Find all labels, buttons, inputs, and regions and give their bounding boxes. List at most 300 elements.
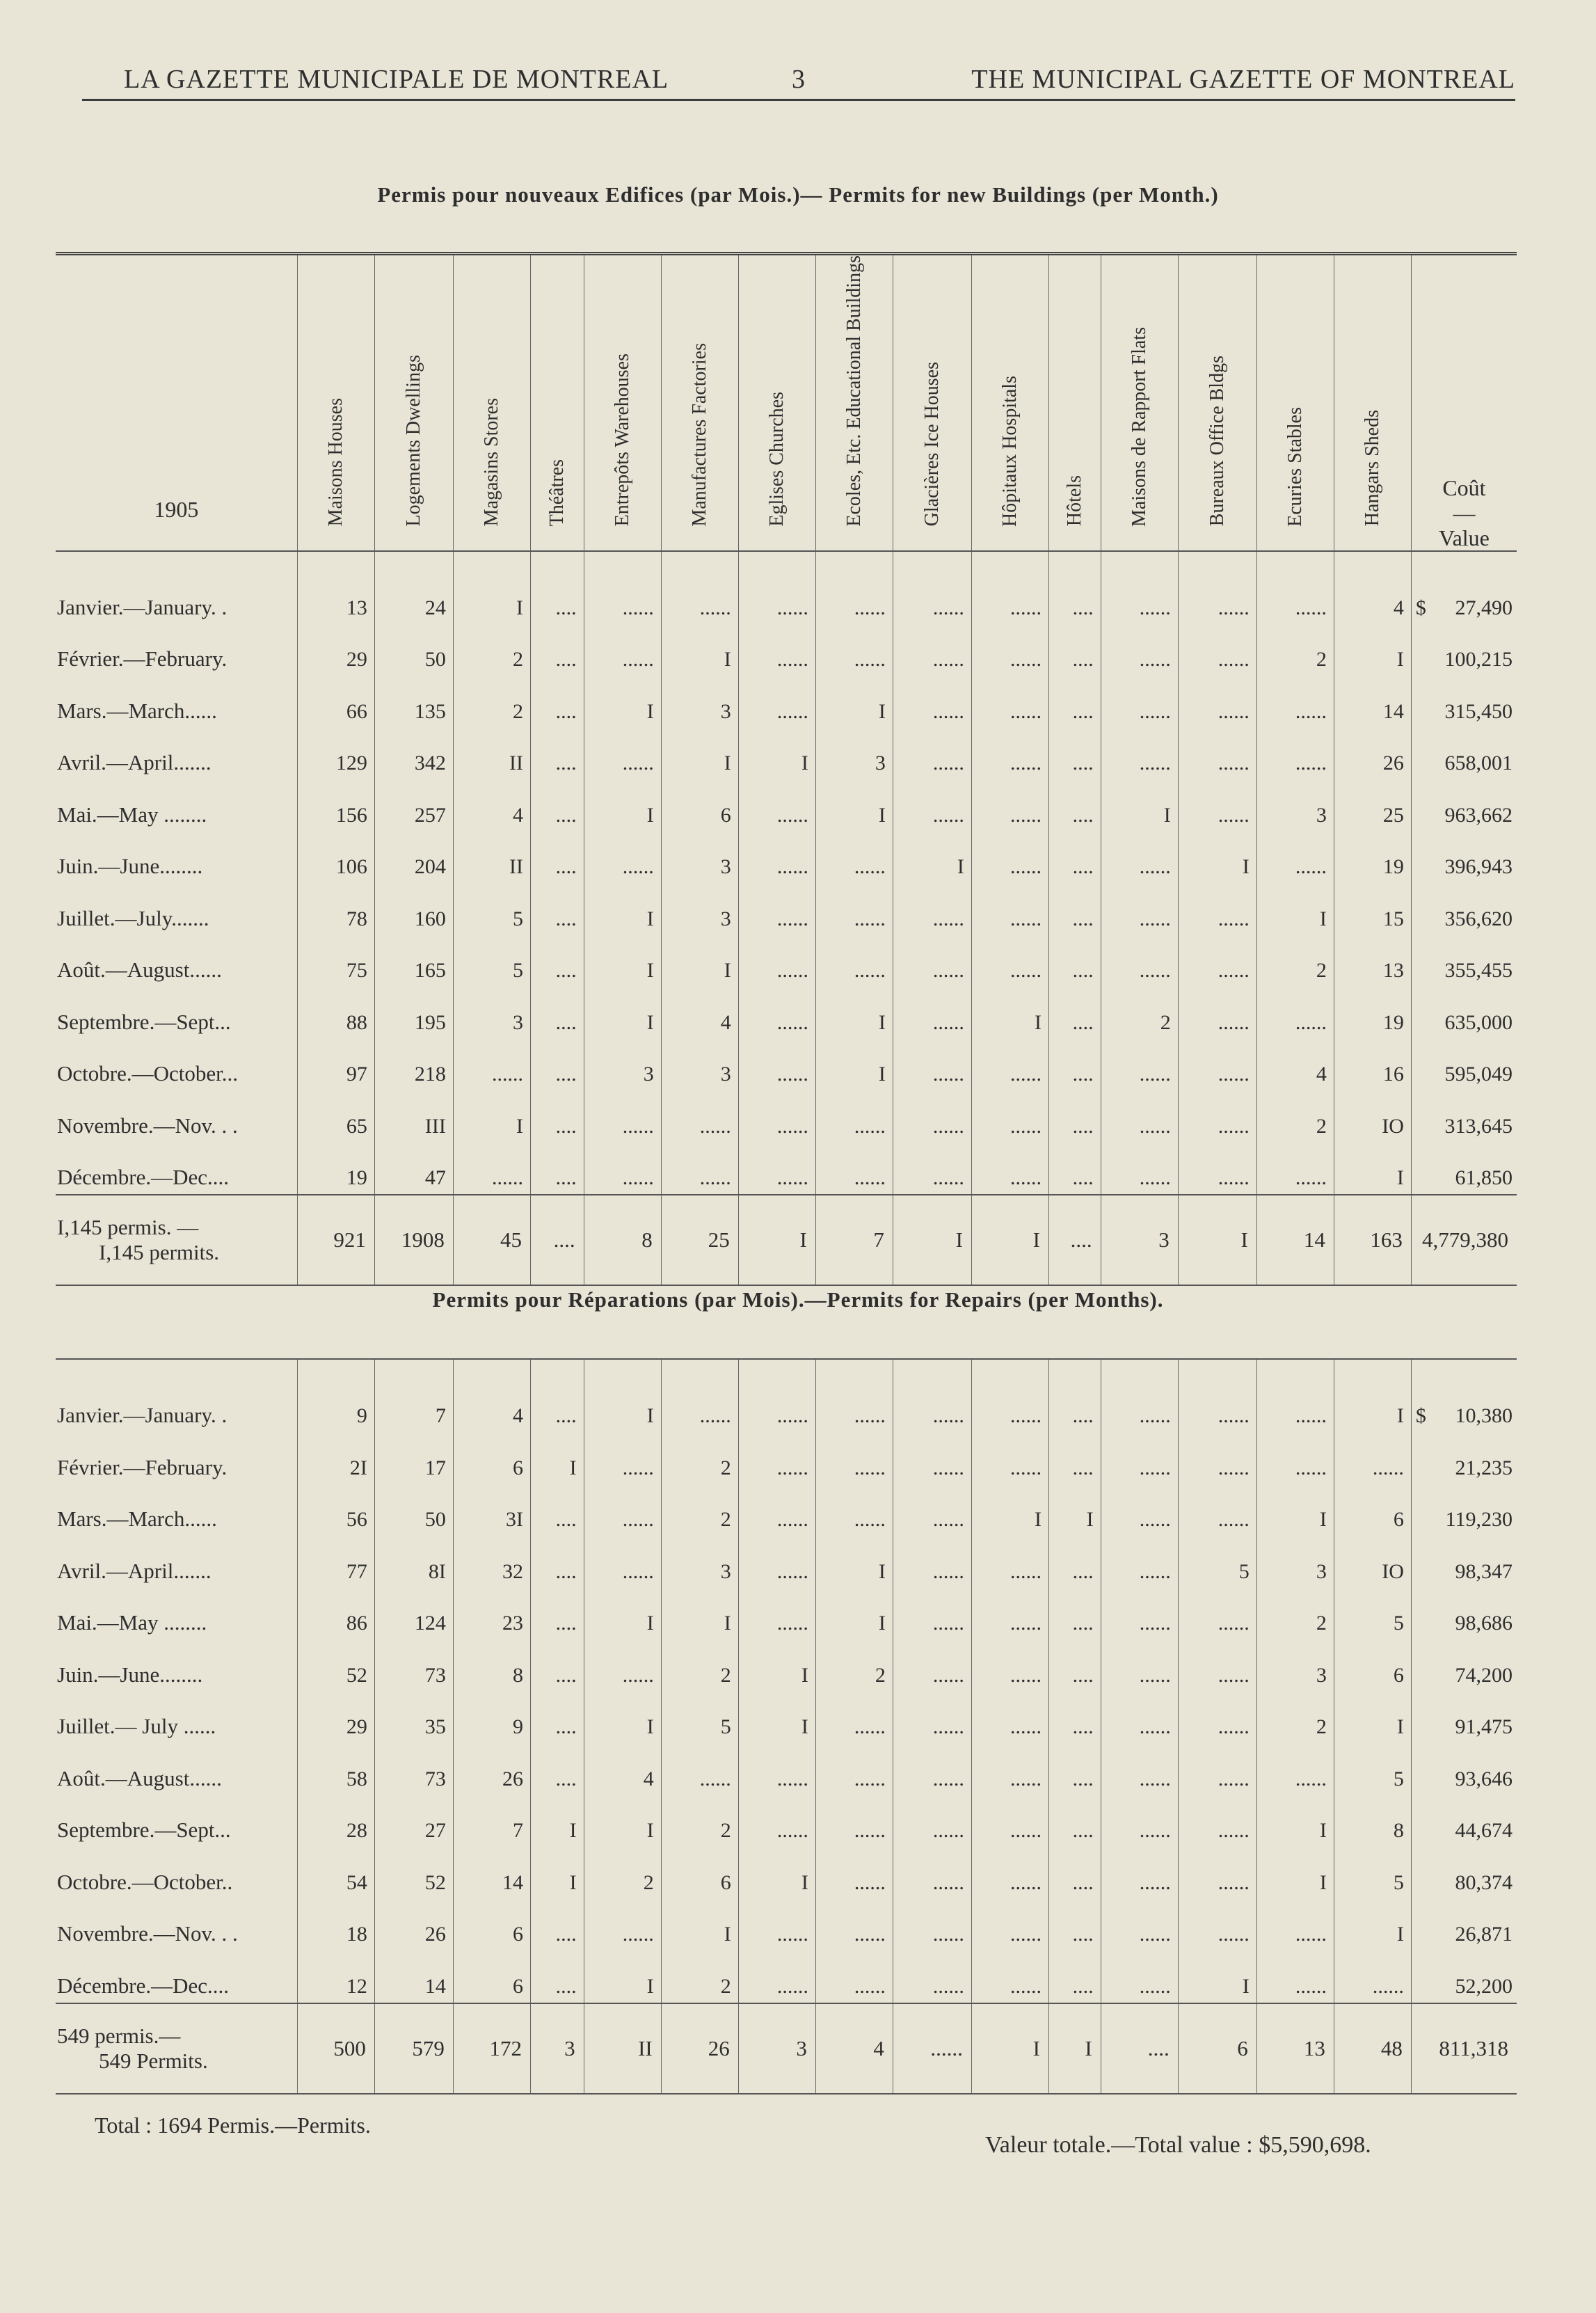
table-row bbox=[56, 1743, 1517, 1795]
table-cell: ...... bbox=[1101, 1950, 1178, 2003]
table-cell: ...... bbox=[815, 1692, 893, 1744]
table-cell: 4 bbox=[584, 1743, 661, 1795]
table-cell: I bbox=[1334, 624, 1411, 676]
month-label: Mai.—May ........ bbox=[57, 802, 207, 827]
table-cell: ...... bbox=[1178, 1484, 1256, 1536]
table-cell: ...... bbox=[893, 779, 971, 832]
table-cell: .... bbox=[530, 1899, 584, 1951]
table-cell: 2 bbox=[1256, 624, 1334, 676]
new-buildings-title: Permis pour nouveaux Edifices (par Mois.)— Permits for new Buildings (per Month.) bbox=[377, 182, 1219, 207]
table-cell: ...... bbox=[893, 728, 971, 780]
table-cell: 73 bbox=[374, 1639, 453, 1692]
table-cell: I bbox=[1178, 832, 1256, 884]
table-cell: ...... bbox=[1101, 1588, 1178, 1640]
table-cell: ...... bbox=[738, 551, 815, 624]
table-cell: ...... bbox=[893, 883, 971, 935]
table-cell: I bbox=[584, 883, 661, 935]
table-cell: 2 bbox=[661, 1639, 738, 1692]
table-cell: I bbox=[530, 1847, 584, 1899]
table-cell: ...... bbox=[738, 1795, 815, 1847]
month-label: Janvier.—January. . bbox=[57, 594, 228, 619]
table-cell: ...... bbox=[893, 1432, 971, 1484]
table-cell: ...... bbox=[815, 1950, 893, 2003]
table-cell: ...... bbox=[815, 1484, 893, 1536]
total-cell: ...... bbox=[893, 2003, 971, 2094]
table-cell: 19 bbox=[1334, 987, 1411, 1039]
total-label: 549 permis.— 549 Permits. bbox=[56, 2003, 297, 2094]
table-cell: 73 bbox=[374, 1743, 453, 1795]
table-cell: I bbox=[584, 1359, 661, 1432]
table-row bbox=[56, 1359, 1517, 1432]
value-cell: 355,455 bbox=[1411, 935, 1517, 987]
table-cell: ...... bbox=[893, 551, 971, 624]
column-header: Glacières Ice Houses bbox=[893, 254, 971, 551]
month-label: Août.—August...... bbox=[57, 1765, 222, 1790]
value-cell: 635,000 bbox=[1411, 987, 1517, 1039]
table-cell: 124 bbox=[374, 1588, 453, 1640]
table-cell: ...... bbox=[1178, 624, 1256, 676]
column-header: Entrepôts Warehouses bbox=[584, 254, 661, 551]
value-cell: 44,674 bbox=[1411, 1795, 1517, 1847]
table-cell: I bbox=[1178, 1950, 1256, 2003]
table-cell: 106 bbox=[297, 832, 374, 884]
table-cell: 15 bbox=[1334, 883, 1411, 935]
column-header-row bbox=[56, 254, 1517, 551]
table-cell: ...... bbox=[738, 1950, 815, 2003]
table-cell: 342 bbox=[374, 728, 453, 780]
header-title-en: THE MUNICIPAL GAZETTE OF MONTREAL bbox=[971, 65, 1515, 94]
table-cell: I bbox=[661, 1588, 738, 1640]
month-label: Septembre.—Sept... bbox=[57, 1009, 231, 1034]
table-cell: 52 bbox=[297, 1639, 374, 1692]
table-cell: ...... bbox=[971, 1039, 1048, 1091]
table-cell: ...... bbox=[1101, 624, 1178, 676]
table-cell: ...... bbox=[661, 1143, 738, 1195]
table-cell: ...... bbox=[738, 832, 815, 884]
table-cell: ...... bbox=[893, 624, 971, 676]
table-cell: ...... bbox=[893, 1588, 971, 1640]
table-row bbox=[56, 1039, 1517, 1091]
table-cell: 2 bbox=[661, 1795, 738, 1847]
total-cell: 3 bbox=[1101, 1195, 1178, 1285]
total-cell: 6 bbox=[1178, 2003, 1256, 2094]
table-cell: ...... bbox=[584, 832, 661, 884]
column-header: Théâtres bbox=[530, 254, 584, 551]
table-cell: ...... bbox=[661, 551, 738, 624]
total-cell: 7 bbox=[815, 1195, 893, 1285]
table-cell: ...... bbox=[1178, 1639, 1256, 1692]
table-cell: I bbox=[971, 987, 1048, 1039]
total-cell: 4 bbox=[815, 2003, 893, 2094]
table-cell: I bbox=[661, 728, 738, 780]
table-cell: .... bbox=[1048, 1143, 1101, 1195]
table-cell: .... bbox=[1048, 1692, 1101, 1744]
table-cell: .... bbox=[530, 1588, 584, 1640]
table-cell: ...... bbox=[1101, 1536, 1178, 1588]
table-cell: ...... bbox=[971, 676, 1048, 728]
table-cell: 88 bbox=[297, 987, 374, 1039]
table-cell: ...... bbox=[738, 1536, 815, 1588]
table-cell: .... bbox=[1048, 1588, 1101, 1640]
table-row bbox=[56, 1847, 1517, 1899]
month-label: Avril.—April....... bbox=[57, 1558, 212, 1583]
table-cell: ...... bbox=[1256, 832, 1334, 884]
table-cell: 26 bbox=[374, 1899, 453, 1951]
table-cell: 32 bbox=[453, 1536, 530, 1588]
value-cell: 315,450 bbox=[1411, 676, 1517, 728]
table-cell: ...... bbox=[815, 832, 893, 884]
table-cell: ...... bbox=[1256, 551, 1334, 624]
column-header: Bureaux Office Bldgs bbox=[1178, 254, 1256, 551]
table-cell: ...... bbox=[1178, 1359, 1256, 1432]
table-cell: I bbox=[584, 1795, 661, 1847]
table-row bbox=[56, 728, 1517, 780]
table-cell: 23 bbox=[453, 1588, 530, 1640]
table-cell: ...... bbox=[738, 1743, 815, 1795]
table-cell: .... bbox=[530, 935, 584, 987]
total-row bbox=[56, 1195, 1517, 1285]
total-row bbox=[56, 2003, 1517, 2094]
table-cell: I bbox=[815, 1536, 893, 1588]
table-cell: ...... bbox=[738, 676, 815, 728]
table-cell: 14 bbox=[374, 1950, 453, 2003]
table-cell: 6 bbox=[453, 1950, 530, 2003]
table-cell: I bbox=[584, 1692, 661, 1744]
table-cell: .... bbox=[530, 1143, 584, 1195]
table-cell: ...... bbox=[1178, 883, 1256, 935]
table-cell: ...... bbox=[1256, 1950, 1334, 2003]
table-cell: ...... bbox=[815, 1090, 893, 1143]
table-cell: 3 bbox=[661, 832, 738, 884]
table-cell: II bbox=[453, 832, 530, 884]
total-cell: 921 bbox=[297, 1195, 374, 1285]
total-cell: 25 bbox=[661, 1195, 738, 1285]
table-cell: ...... bbox=[1256, 676, 1334, 728]
table-cell: 3 bbox=[661, 883, 738, 935]
table-cell: .... bbox=[1048, 728, 1101, 780]
table-cell: I bbox=[584, 987, 661, 1039]
table-cell: .... bbox=[1048, 1090, 1101, 1143]
table-cell: 3 bbox=[1256, 1639, 1334, 1692]
table-cell: .... bbox=[1048, 1743, 1101, 1795]
table-cell: .... bbox=[1048, 1039, 1101, 1091]
table-cell: .... bbox=[1048, 1899, 1101, 1951]
table-cell: ...... bbox=[893, 1692, 971, 1744]
table-cell: 27 bbox=[374, 1795, 453, 1847]
table-cell: 4 bbox=[661, 987, 738, 1039]
table-cell: .... bbox=[530, 676, 584, 728]
table-row bbox=[56, 551, 1517, 624]
table-cell: .... bbox=[1048, 624, 1101, 676]
column-header: Eglises Churches bbox=[738, 254, 815, 551]
table-cell: ...... bbox=[661, 1743, 738, 1795]
table-cell: 8I bbox=[374, 1536, 453, 1588]
table-row bbox=[56, 1484, 1517, 1536]
table-cell: 6 bbox=[661, 779, 738, 832]
month-label: Août.—August...... bbox=[57, 957, 222, 983]
value-cell: $ 10,380 bbox=[1411, 1359, 1517, 1432]
table-cell: 3 bbox=[1256, 779, 1334, 832]
table-cell: .... bbox=[530, 1639, 584, 1692]
table-cell: ...... bbox=[738, 1359, 815, 1432]
table-cell: ...... bbox=[1101, 728, 1178, 780]
total-cell: .... bbox=[1048, 1195, 1101, 1285]
total-cell: 26 bbox=[661, 2003, 738, 2094]
table-cell: ...... bbox=[1178, 676, 1256, 728]
table-cell: 5 bbox=[1334, 1847, 1411, 1899]
table-cell: .... bbox=[1048, 1847, 1101, 1899]
table-cell: .... bbox=[1048, 1950, 1101, 2003]
month-label: Juillet.— July ...... bbox=[57, 1714, 216, 1738]
table-cell: 3 bbox=[661, 1039, 738, 1091]
table-cell: 5 bbox=[1334, 1743, 1411, 1795]
table-cell: I bbox=[815, 779, 893, 832]
table-cell: I bbox=[738, 1847, 815, 1899]
table-cell: ...... bbox=[1178, 1795, 1256, 1847]
month-label: Novembre.—Nov. . . bbox=[57, 1921, 238, 1946]
table-cell: .... bbox=[530, 1090, 584, 1143]
table-cell: 3 bbox=[661, 676, 738, 728]
table-cell: ...... bbox=[971, 1536, 1048, 1588]
table-cell: .... bbox=[1048, 935, 1101, 987]
total-cell: II bbox=[584, 2003, 661, 2094]
value-cell: 98,686 bbox=[1411, 1588, 1517, 1640]
value-cell: 595,049 bbox=[1411, 1039, 1517, 1091]
table-cell: ...... bbox=[971, 1432, 1048, 1484]
table-cell: ...... bbox=[893, 1359, 971, 1432]
month-label: Avril.—April....... bbox=[57, 750, 212, 775]
table-cell: I bbox=[661, 1899, 738, 1951]
table-cell: ...... bbox=[1101, 1484, 1178, 1536]
total-value-note: Valeur totale.—Total value : $5,590,698. bbox=[985, 2132, 1371, 2158]
table-cell: I bbox=[584, 935, 661, 987]
table-cell: ...... bbox=[971, 728, 1048, 780]
table-cell: ...... bbox=[893, 1847, 971, 1899]
total-cell: 48 bbox=[1334, 2003, 1411, 2094]
table-cell: ...... bbox=[893, 1639, 971, 1692]
table-row bbox=[56, 1536, 1517, 1588]
table-row bbox=[56, 935, 1517, 987]
table-cell: 2 bbox=[661, 1432, 738, 1484]
table-row bbox=[56, 676, 1517, 728]
table-row bbox=[56, 624, 1517, 676]
value-cell: 963,662 bbox=[1411, 779, 1517, 832]
column-header: Hangars Sheds bbox=[1334, 254, 1411, 551]
table-cell: ...... bbox=[893, 1039, 971, 1091]
total-cell: 579 bbox=[374, 2003, 453, 2094]
table-cell: ...... bbox=[453, 1039, 530, 1091]
table-cell: ...... bbox=[815, 1795, 893, 1847]
table-cell: ...... bbox=[893, 1743, 971, 1795]
table-cell: I bbox=[1048, 1484, 1101, 1536]
table-cell: ...... bbox=[893, 1143, 971, 1195]
table-cell: ...... bbox=[1178, 551, 1256, 624]
table-cell: 4 bbox=[453, 779, 530, 832]
table-cell: ...... bbox=[971, 1143, 1048, 1195]
table-cell: ...... bbox=[1178, 1432, 1256, 1484]
table-cell: I bbox=[815, 987, 893, 1039]
table-cell: .... bbox=[530, 1692, 584, 1744]
table-cell: 77 bbox=[297, 1536, 374, 1588]
table-cell: 7 bbox=[453, 1795, 530, 1847]
table-cell: ...... bbox=[893, 987, 971, 1039]
table-cell: 2 bbox=[815, 1639, 893, 1692]
column-header: Hôpitaux Hospitals bbox=[971, 254, 1048, 551]
table-cell: 4 bbox=[1334, 551, 1411, 624]
table-cell: 66 bbox=[297, 676, 374, 728]
table-cell: 6 bbox=[453, 1899, 530, 1951]
table-cell: ...... bbox=[1178, 1743, 1256, 1795]
table-cell: 8 bbox=[1334, 1795, 1411, 1847]
table-cell: ...... bbox=[1101, 1639, 1178, 1692]
table-cell: ...... bbox=[1334, 1950, 1411, 2003]
table-cell: .... bbox=[530, 728, 584, 780]
table-cell: 165 bbox=[374, 935, 453, 987]
year-header: 1905 bbox=[56, 254, 297, 551]
table-cell: .... bbox=[530, 1950, 584, 2003]
month-label: Décembre.—Dec.... bbox=[57, 1165, 230, 1190]
total-cell: 3 bbox=[530, 2003, 584, 2094]
table-cell: 9 bbox=[453, 1692, 530, 1744]
value-cell: 356,620 bbox=[1411, 883, 1517, 935]
table-cell: ...... bbox=[1178, 1847, 1256, 1899]
table-cell: ...... bbox=[738, 935, 815, 987]
table-row bbox=[56, 832, 1517, 884]
value-cell: 119,230 bbox=[1411, 1484, 1517, 1536]
table-cell: ...... bbox=[1334, 1432, 1411, 1484]
total-cell: 13 bbox=[1256, 2003, 1334, 2094]
table-cell: 2 bbox=[1101, 987, 1178, 1039]
total-cell: 172 bbox=[453, 2003, 530, 2094]
table-cell: ...... bbox=[661, 1090, 738, 1143]
table-cell: ...... bbox=[815, 1847, 893, 1899]
table-cell: .... bbox=[530, 1743, 584, 1795]
total-cell: 45 bbox=[453, 1195, 530, 1285]
value-cell: 74,200 bbox=[1411, 1639, 1517, 1692]
table-cell: .... bbox=[1048, 551, 1101, 624]
table-cell: .... bbox=[530, 1039, 584, 1091]
total-cell: 500 bbox=[297, 2003, 374, 2094]
month-label: Février.—February. bbox=[57, 1454, 228, 1479]
table-cell: 4 bbox=[453, 1359, 530, 1432]
table-cell: .... bbox=[530, 1536, 584, 1588]
table-cell: ...... bbox=[1101, 1795, 1178, 1847]
total-cell: I bbox=[971, 2003, 1048, 2094]
table-cell: ...... bbox=[893, 1536, 971, 1588]
table-cell: ...... bbox=[815, 1143, 893, 1195]
table-cell: ...... bbox=[738, 1899, 815, 1951]
table-cell: IO bbox=[1334, 1536, 1411, 1588]
table-cell: 26 bbox=[453, 1743, 530, 1795]
table-cell: .... bbox=[1048, 676, 1101, 728]
table-row bbox=[56, 1950, 1517, 2003]
value-cell: $ 27,490 bbox=[1411, 551, 1517, 624]
table-cell: I bbox=[1101, 779, 1178, 832]
table-cell: 54 bbox=[297, 1847, 374, 1899]
table-cell: 97 bbox=[297, 1039, 374, 1091]
total-cell: I bbox=[738, 1195, 815, 1285]
value-cell: 98,347 bbox=[1411, 1536, 1517, 1588]
table-cell: ...... bbox=[1178, 1692, 1256, 1744]
total-cell: I bbox=[1048, 2003, 1101, 2094]
month-label: Octobre.—October... bbox=[57, 1061, 238, 1086]
total-cell: 163 bbox=[1334, 1195, 1411, 1285]
table-cell: ...... bbox=[893, 1484, 971, 1536]
table-cell: 16 bbox=[1334, 1039, 1411, 1091]
table-cell: 160 bbox=[374, 883, 453, 935]
column-header: Logements Dwellings bbox=[374, 254, 453, 551]
table-cell: ...... bbox=[971, 1639, 1048, 1692]
table-cell: 218 bbox=[374, 1039, 453, 1091]
table-cell: ...... bbox=[738, 1143, 815, 1195]
table-cell: ...... bbox=[971, 624, 1048, 676]
table-cell: 78 bbox=[297, 883, 374, 935]
table-cell: I bbox=[893, 832, 971, 884]
repairs-title: Permits pour Réparations (par Mois).—Permits for Repairs (per Months). bbox=[432, 1287, 1164, 1312]
month-label: Janvier.—January. . bbox=[57, 1403, 228, 1427]
table-cell: 8 bbox=[453, 1639, 530, 1692]
table-cell: 6 bbox=[661, 1847, 738, 1899]
column-header: Manufactures Factories bbox=[661, 254, 738, 551]
table-cell: ...... bbox=[1256, 728, 1334, 780]
table-cell: 135 bbox=[374, 676, 453, 728]
table-cell: 5 bbox=[453, 883, 530, 935]
table-cell: 7 bbox=[374, 1359, 453, 1432]
table-row bbox=[56, 1692, 1517, 1744]
table-cell: 6 bbox=[453, 1432, 530, 1484]
table-cell: I bbox=[661, 624, 738, 676]
table-cell: .... bbox=[1048, 1639, 1101, 1692]
table-cell: .... bbox=[530, 883, 584, 935]
header-rule bbox=[82, 99, 1515, 101]
table-cell: ...... bbox=[738, 987, 815, 1039]
table-cell: ...... bbox=[971, 1359, 1048, 1432]
table-cell: ...... bbox=[453, 1143, 530, 1195]
table-cell: 50 bbox=[374, 624, 453, 676]
table-cell: ...... bbox=[738, 1432, 815, 1484]
table-cell: 195 bbox=[374, 987, 453, 1039]
table-cell: 86 bbox=[297, 1588, 374, 1640]
table-cell: ...... bbox=[893, 935, 971, 987]
table-cell: 156 bbox=[297, 779, 374, 832]
table-cell: 14 bbox=[1334, 676, 1411, 728]
table-cell: 204 bbox=[374, 832, 453, 884]
table-cell: ...... bbox=[971, 1588, 1048, 1640]
value-cell: 21,235 bbox=[1411, 1432, 1517, 1484]
table-cell: 18 bbox=[297, 1899, 374, 1951]
table-cell: .... bbox=[1048, 883, 1101, 935]
table-cell: ...... bbox=[661, 1359, 738, 1432]
table-cell: ...... bbox=[1178, 779, 1256, 832]
table-cell: I bbox=[738, 1692, 815, 1744]
table-cell: 2 bbox=[1256, 1692, 1334, 1744]
column-header: Ecuries Stables bbox=[1256, 254, 1334, 551]
repairs-body bbox=[56, 1359, 1517, 2094]
header-title-fr: LA GAZETTE MUNICIPALE DE MONTREAL bbox=[124, 65, 669, 94]
table-cell: ...... bbox=[1178, 728, 1256, 780]
table-cell: ...... bbox=[584, 551, 661, 624]
table-cell: III bbox=[374, 1090, 453, 1143]
table-cell: .... bbox=[1048, 779, 1101, 832]
table-cell: 26 bbox=[1334, 728, 1411, 780]
table-cell: ...... bbox=[1178, 1899, 1256, 1951]
table-cell: I bbox=[1256, 1484, 1334, 1536]
table-cell: 3 bbox=[453, 987, 530, 1039]
table-cell: I bbox=[1256, 883, 1334, 935]
table-cell: .... bbox=[530, 987, 584, 1039]
table-cell: ...... bbox=[815, 1899, 893, 1951]
repairs-table bbox=[56, 1358, 1517, 2095]
